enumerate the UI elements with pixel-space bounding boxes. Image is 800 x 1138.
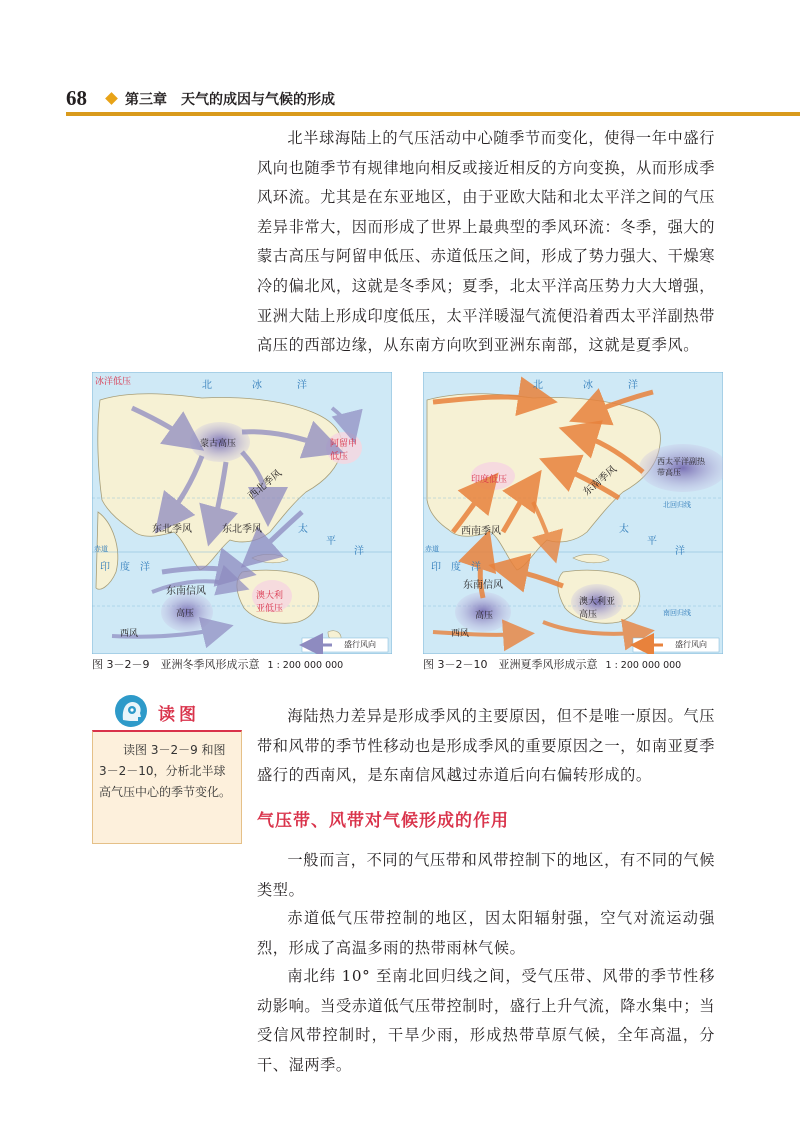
label-mongol-high: 蒙古高压: [200, 439, 237, 449]
figure-winter-monsoon: [92, 372, 392, 654]
label-aus-high: 澳大利亚高压: [579, 597, 616, 620]
label-pacific: 洋: [675, 546, 685, 557]
read-map-box: [92, 694, 242, 844]
paragraph-causes: 海陆热力差异是形成季风的主要原因，但不是唯一原因。气压带和风带的季节性移动也是形成季风的重要原因之一，如南亚夏季盛行的西南风，是东南信风越过赤道后向右偏转形成的。: [257, 707, 715, 785]
label-high: 高压: [176, 609, 195, 619]
paragraph-equatorial: 赤道低气压带控制的地区，因太阳辐射强，空气对流运动强烈，形成了高温多雨的热带雨林气候。: [257, 909, 715, 957]
caption-scale: 1 : 200 000 000: [267, 660, 344, 671]
label-arctic: 北: [533, 380, 543, 391]
label-pacific: 平: [647, 536, 657, 547]
label-wp-high: 西太平洋副热带高压: [657, 457, 705, 477]
label-ice-low: 冰洋低压: [95, 377, 132, 387]
label-arctic: 冰: [583, 380, 593, 391]
legend-label: 盛行风向: [675, 640, 707, 649]
paragraph-general: 一般而言，不同的气压带和风带控制下的地区，有不同的气候类型。: [257, 851, 715, 899]
label-equator: 赤道: [94, 545, 108, 553]
label-ne-monsoon: 东北季风: [222, 524, 262, 535]
read-map-header: [92, 694, 242, 730]
caption-scale: 1 : 200 000 000: [605, 660, 682, 671]
label-n-tropic: 北回归线: [663, 501, 691, 509]
label-se-monsoon: 东南季风: [581, 463, 620, 499]
page-header: [0, 84, 800, 114]
label-indian-ocean: 印 度 洋: [431, 562, 481, 573]
label-pacific: 平: [326, 536, 336, 547]
figure-caption: [423, 656, 681, 672]
caption-text: 图 3－2－10 亚洲夏季风形成示意: [423, 658, 598, 671]
label-high: 高压: [475, 611, 494, 621]
label-equator: 赤道: [425, 545, 439, 553]
label-aleutian-low: 阿留申低压: [330, 439, 358, 462]
read-map-title: 读图: [158, 705, 200, 725]
read-map-text: 读图 3－2－9 和图 3－2－10，分析北半球高气压中心的季节变化。: [99, 743, 232, 799]
read-map-body: [92, 730, 242, 844]
label-s-tropic: 南回归线: [663, 609, 691, 617]
label-se-trade: 东南信风: [463, 580, 503, 591]
label-westerly: 西风: [451, 629, 470, 639]
label-sw-monsoon: 西南季风: [461, 526, 501, 537]
diamond-icon: [105, 92, 118, 105]
winter-map: [92, 372, 392, 654]
label-westerly: 西风: [120, 629, 139, 639]
caption-text: 图 3－2－9 亚洲冬季风形成示意: [92, 658, 260, 671]
label-pacific: 洋: [354, 546, 364, 557]
label-arctic: 冰: [252, 380, 262, 391]
label-india-low: 印度低压: [471, 475, 508, 485]
label-ne-monsoon: 东北季风: [152, 524, 192, 535]
label-arctic: 洋: [297, 380, 307, 391]
label-pacific: 太: [298, 524, 308, 535]
label-pacific: 太: [619, 524, 629, 535]
figure-summer-monsoon: [423, 372, 723, 654]
figure-caption: [92, 656, 343, 672]
paragraph-monsoon: 北半球海陆上的气压活动中心随季节而变化，使得一年中盛行风向也随季节有规律地向相反或接近相反的方向变换，从而形成季风环流。尤其是在东亚地区，由于亚欧大陆和北太平洋之间的气压差异非常大，因而形成了世界上最典型的季风环流：冬季，强大的蒙古高压与阿留申低压、赤道低压之间，形成了势力强大、干燥寒冷的偏北风，这就是冬季风；夏季，北太平洋高压势力大大增强，亚洲大陆上形成印度低压，太平洋暖湿气流便沿着西太平洋副热带高压的西部边缘，从东南方向吹到亚洲东南部，这就是夏季风。: [257, 129, 715, 355]
label-arctic: 洋: [628, 380, 638, 391]
label-se-trade: 东南信风: [166, 586, 206, 597]
section-title: 气压带、风带对气候形成的作用: [257, 811, 509, 831]
page-number: 68: [66, 86, 87, 110]
chapter-title: 第三章 天气的成因与气候的形成: [125, 92, 335, 108]
label-indian-ocean: 印 度 洋: [100, 562, 150, 573]
paragraph-savanna: 南北纬 10° 至南北回归线之间，受气压带、风带的季节性移动影响。当受赤道低气压带控制时，盛行上升气流，降水集中；当受信风带控制时，干旱少雨，形成热带草原气候，全年高温，分干、湿两季。: [257, 967, 715, 1074]
label-nw-monsoon: 西北季风: [246, 467, 285, 503]
label-arctic: 北: [202, 380, 212, 391]
label-aus-low: 澳大利亚低压: [256, 591, 284, 614]
header-rule: [66, 112, 800, 116]
brain-gear-icon: [114, 694, 148, 728]
legend-label: 盛行风向: [344, 640, 376, 649]
